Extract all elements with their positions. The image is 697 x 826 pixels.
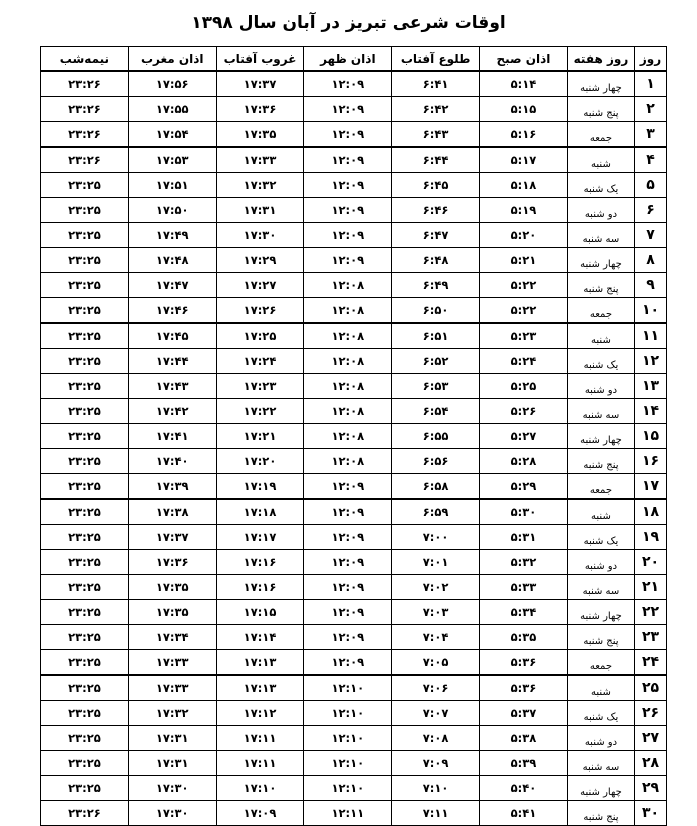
midnight-cell: ۲۳:۲۵ bbox=[41, 625, 129, 650]
day-cell: ۲۷ bbox=[635, 726, 667, 751]
fajr-cell: ۵:۳۶ bbox=[480, 675, 568, 701]
dhuhr-cell: ۱۲:۰۸ bbox=[304, 273, 392, 298]
midnight-cell: ۲۳:۲۵ bbox=[41, 323, 129, 349]
weekday-cell: دو شنبه bbox=[567, 198, 634, 223]
header-dhuhr: اذان ظهر bbox=[304, 47, 392, 72]
maghrib-cell: ۱۷:۵۶ bbox=[128, 71, 216, 97]
maghrib-cell: ۱۷:۴۴ bbox=[128, 349, 216, 374]
sunrise-cell: ۶:۵۳ bbox=[392, 374, 480, 399]
weekday-cell: چهار شنبه bbox=[567, 424, 634, 449]
table-row bbox=[41, 248, 667, 273]
weekday-cell: سه شنبه bbox=[567, 399, 634, 424]
sunset-cell: ۱۷:۲۲ bbox=[216, 399, 304, 424]
midnight-cell: ۲۳:۲۵ bbox=[41, 550, 129, 575]
midnight-cell: ۲۳:۲۵ bbox=[41, 474, 129, 500]
sunrise-cell: ۷:۰۲ bbox=[392, 575, 480, 600]
weekday-cell: جمعه bbox=[567, 298, 634, 324]
fajr-cell: ۵:۲۸ bbox=[480, 449, 568, 474]
weekday-cell: پنج شنبه bbox=[567, 97, 634, 122]
dhuhr-cell: ۱۲:۰۹ bbox=[304, 71, 392, 97]
table-row bbox=[41, 374, 667, 399]
maghrib-cell: ۱۷:۳۹ bbox=[128, 474, 216, 500]
midnight-cell: ۲۳:۲۶ bbox=[41, 801, 129, 826]
weekday-cell: پنج شنبه bbox=[567, 801, 634, 826]
table-row bbox=[41, 726, 667, 751]
fajr-cell: ۵:۳۹ bbox=[480, 751, 568, 776]
header-day: روز bbox=[635, 47, 667, 72]
dhuhr-cell: ۱۲:۰۸ bbox=[304, 323, 392, 349]
dhuhr-cell: ۱۲:۰۸ bbox=[304, 349, 392, 374]
midnight-cell: ۲۳:۲۶ bbox=[41, 71, 129, 97]
sunset-cell: ۱۷:۲۱ bbox=[216, 424, 304, 449]
table-row bbox=[41, 801, 667, 826]
midnight-cell: ۲۳:۲۵ bbox=[41, 600, 129, 625]
fajr-cell: ۵:۳۳ bbox=[480, 575, 568, 600]
dhuhr-cell: ۱۲:۰۸ bbox=[304, 449, 392, 474]
sunset-cell: ۱۷:۳۲ bbox=[216, 173, 304, 198]
day-cell: ۱۹ bbox=[635, 525, 667, 550]
table-row bbox=[41, 449, 667, 474]
table-row bbox=[41, 71, 667, 97]
fajr-cell: ۵:۳۸ bbox=[480, 726, 568, 751]
midnight-cell: ۲۳:۲۵ bbox=[41, 198, 129, 223]
table-body bbox=[41, 71, 667, 826]
maghrib-cell: ۱۷:۵۳ bbox=[128, 147, 216, 173]
maghrib-cell: ۱۷:۳۲ bbox=[128, 701, 216, 726]
sunrise-cell: ۶:۵۹ bbox=[392, 499, 480, 525]
sunrise-cell: ۶:۴۴ bbox=[392, 147, 480, 173]
sunrise-cell: ۶:۵۵ bbox=[392, 424, 480, 449]
sunrise-cell: ۷:۰۱ bbox=[392, 550, 480, 575]
day-cell: ۲۶ bbox=[635, 701, 667, 726]
weekday-cell: شنبه bbox=[567, 675, 634, 701]
sunset-cell: ۱۷:۳۵ bbox=[216, 122, 304, 148]
sunset-cell: ۱۷:۳۳ bbox=[216, 147, 304, 173]
table-row bbox=[41, 424, 667, 449]
table-row bbox=[41, 776, 667, 801]
day-cell: ۲۴ bbox=[635, 650, 667, 676]
maghrib-cell: ۱۷:۳۵ bbox=[128, 600, 216, 625]
dhuhr-cell: ۱۲:۰۹ bbox=[304, 97, 392, 122]
dhuhr-cell: ۱۲:۰۹ bbox=[304, 600, 392, 625]
weekday-cell: یک شنبه bbox=[567, 349, 634, 374]
weekday-cell: چهار شنبه bbox=[567, 776, 634, 801]
maghrib-cell: ۱۷:۳۱ bbox=[128, 726, 216, 751]
day-cell: ۲۰ bbox=[635, 550, 667, 575]
sunrise-cell: ۷:۱۰ bbox=[392, 776, 480, 801]
sunset-cell: ۱۷:۱۸ bbox=[216, 499, 304, 525]
day-cell: ۲۵ bbox=[635, 675, 667, 701]
maghrib-cell: ۱۷:۴۷ bbox=[128, 273, 216, 298]
fajr-cell: ۵:۲۵ bbox=[480, 374, 568, 399]
dhuhr-cell: ۱۲:۱۰ bbox=[304, 776, 392, 801]
midnight-cell: ۲۳:۲۵ bbox=[41, 751, 129, 776]
sunrise-cell: ۷:۱۱ bbox=[392, 801, 480, 826]
day-cell: ۱ bbox=[635, 71, 667, 97]
fajr-cell: ۵:۳۵ bbox=[480, 625, 568, 650]
sunset-cell: ۱۷:۱۶ bbox=[216, 575, 304, 600]
dhuhr-cell: ۱۲:۰۹ bbox=[304, 122, 392, 148]
table-row bbox=[41, 399, 667, 424]
sunrise-cell: ۶:۴۲ bbox=[392, 97, 480, 122]
fajr-cell: ۵:۴۱ bbox=[480, 801, 568, 826]
sunset-cell: ۱۷:۱۷ bbox=[216, 525, 304, 550]
sunset-cell: ۱۷:۱۰ bbox=[216, 776, 304, 801]
sunrise-cell: ۶:۴۱ bbox=[392, 71, 480, 97]
fajr-cell: ۵:۳۷ bbox=[480, 701, 568, 726]
midnight-cell: ۲۳:۲۵ bbox=[41, 223, 129, 248]
fajr-cell: ۵:۲۳ bbox=[480, 323, 568, 349]
day-cell: ۱۵ bbox=[635, 424, 667, 449]
weekday-cell: پنج شنبه bbox=[567, 625, 634, 650]
midnight-cell: ۲۳:۲۶ bbox=[41, 147, 129, 173]
weekday-cell: سه شنبه bbox=[567, 751, 634, 776]
dhuhr-cell: ۱۲:۰۹ bbox=[304, 248, 392, 273]
fajr-cell: ۵:۱۷ bbox=[480, 147, 568, 173]
weekday-cell: یک شنبه bbox=[567, 173, 634, 198]
midnight-cell: ۲۳:۲۵ bbox=[41, 399, 129, 424]
dhuhr-cell: ۱۲:۰۹ bbox=[304, 550, 392, 575]
maghrib-cell: ۱۷:۳۳ bbox=[128, 675, 216, 701]
sunset-cell: ۱۷:۳۱ bbox=[216, 198, 304, 223]
sunset-cell: ۱۷:۱۶ bbox=[216, 550, 304, 575]
sunset-cell: ۱۷:۱۴ bbox=[216, 625, 304, 650]
maghrib-cell: ۱۷:۵۱ bbox=[128, 173, 216, 198]
dhuhr-cell: ۱۲:۰۹ bbox=[304, 499, 392, 525]
midnight-cell: ۲۳:۲۵ bbox=[41, 424, 129, 449]
midnight-cell: ۲۳:۲۶ bbox=[41, 97, 129, 122]
weekday-cell: چهار شنبه bbox=[567, 248, 634, 273]
midnight-cell: ۲۳:۲۵ bbox=[41, 298, 129, 324]
midnight-cell: ۲۳:۲۵ bbox=[41, 726, 129, 751]
dhuhr-cell: ۱۲:۰۹ bbox=[304, 173, 392, 198]
midnight-cell: ۲۳:۲۵ bbox=[41, 525, 129, 550]
day-cell: ۲۸ bbox=[635, 751, 667, 776]
maghrib-cell: ۱۷:۴۵ bbox=[128, 323, 216, 349]
table-row bbox=[41, 273, 667, 298]
fajr-cell: ۵:۴۰ bbox=[480, 776, 568, 801]
fajr-cell: ۵:۲۲ bbox=[480, 298, 568, 324]
day-cell: ۸ bbox=[635, 248, 667, 273]
weekday-cell: جمعه bbox=[567, 122, 634, 148]
day-cell: ۱۸ bbox=[635, 499, 667, 525]
header-fajr: اذان صبح bbox=[480, 47, 568, 72]
midnight-cell: ۲۳:۲۵ bbox=[41, 650, 129, 676]
table-row bbox=[41, 499, 667, 525]
day-cell: ۷ bbox=[635, 223, 667, 248]
table-row bbox=[41, 650, 667, 676]
maghrib-cell: ۱۷:۳۶ bbox=[128, 550, 216, 575]
day-cell: ۹ bbox=[635, 273, 667, 298]
table-row bbox=[41, 675, 667, 701]
sunset-cell: ۱۷:۲۷ bbox=[216, 273, 304, 298]
dhuhr-cell: ۱۲:۱۰ bbox=[304, 675, 392, 701]
maghrib-cell: ۱۷:۵۵ bbox=[128, 97, 216, 122]
maghrib-cell: ۱۷:۳۸ bbox=[128, 499, 216, 525]
prayer-times-table bbox=[40, 46, 667, 826]
midnight-cell: ۲۳:۲۵ bbox=[41, 776, 129, 801]
day-cell: ۲۲ bbox=[635, 600, 667, 625]
table-row bbox=[41, 525, 667, 550]
fajr-cell: ۵:۲۹ bbox=[480, 474, 568, 500]
weekday-cell: جمعه bbox=[567, 650, 634, 676]
day-cell: ۱۲ bbox=[635, 349, 667, 374]
sunrise-cell: ۶:۴۶ bbox=[392, 198, 480, 223]
day-cell: ۳۰ bbox=[635, 801, 667, 826]
weekday-cell: شنبه bbox=[567, 499, 634, 525]
midnight-cell: ۲۳:۲۵ bbox=[41, 349, 129, 374]
day-cell: ۱۶ bbox=[635, 449, 667, 474]
table-row bbox=[41, 323, 667, 349]
dhuhr-cell: ۱۲:۰۸ bbox=[304, 298, 392, 324]
sunset-cell: ۱۷:۲۴ bbox=[216, 349, 304, 374]
maghrib-cell: ۱۷:۵۴ bbox=[128, 122, 216, 148]
sunrise-cell: ۶:۴۹ bbox=[392, 273, 480, 298]
sunrise-cell: ۶:۴۵ bbox=[392, 173, 480, 198]
sunrise-cell: ۷:۰۵ bbox=[392, 650, 480, 676]
fajr-cell: ۵:۱۴ bbox=[480, 71, 568, 97]
sunrise-cell: ۷:۰۴ bbox=[392, 625, 480, 650]
maghrib-cell: ۱۷:۴۹ bbox=[128, 223, 216, 248]
dhuhr-cell: ۱۲:۰۹ bbox=[304, 650, 392, 676]
maghrib-cell: ۱۷:۳۰ bbox=[128, 776, 216, 801]
day-cell: ۲۳ bbox=[635, 625, 667, 650]
table-row bbox=[41, 298, 667, 324]
dhuhr-cell: ۱۲:۰۸ bbox=[304, 374, 392, 399]
fajr-cell: ۵:۱۵ bbox=[480, 97, 568, 122]
sunset-cell: ۱۷:۳۶ bbox=[216, 97, 304, 122]
header-weekday: روز هفته bbox=[567, 47, 634, 72]
fajr-cell: ۵:۳۲ bbox=[480, 550, 568, 575]
day-cell: ۱۱ bbox=[635, 323, 667, 349]
maghrib-cell: ۱۷:۴۸ bbox=[128, 248, 216, 273]
sunrise-cell: ۷:۰۶ bbox=[392, 675, 480, 701]
midnight-cell: ۲۳:۲۵ bbox=[41, 499, 129, 525]
table-row bbox=[41, 147, 667, 173]
midnight-cell: ۲۳:۲۵ bbox=[41, 449, 129, 474]
midnight-cell: ۲۳:۲۵ bbox=[41, 173, 129, 198]
weekday-cell: یک شنبه bbox=[567, 701, 634, 726]
sunset-cell: ۱۷:۲۰ bbox=[216, 449, 304, 474]
sunset-cell: ۱۷:۲۶ bbox=[216, 298, 304, 324]
sunset-cell: ۱۷:۱۵ bbox=[216, 600, 304, 625]
sunrise-cell: ۶:۴۷ bbox=[392, 223, 480, 248]
dhuhr-cell: ۱۲:۰۹ bbox=[304, 198, 392, 223]
midnight-cell: ۲۳:۲۵ bbox=[41, 675, 129, 701]
fajr-cell: ۵:۳۴ bbox=[480, 600, 568, 625]
sunset-cell: ۱۷:۱۲ bbox=[216, 701, 304, 726]
sunset-cell: ۱۷:۲۹ bbox=[216, 248, 304, 273]
day-cell: ۲۱ bbox=[635, 575, 667, 600]
day-cell: ۱۰ bbox=[635, 298, 667, 324]
header-row bbox=[41, 47, 667, 72]
fajr-cell: ۵:۳۱ bbox=[480, 525, 568, 550]
sunset-cell: ۱۷:۱۳ bbox=[216, 650, 304, 676]
weekday-cell: یک شنبه bbox=[567, 525, 634, 550]
sunrise-cell: ۷:۰۹ bbox=[392, 751, 480, 776]
table-row bbox=[41, 173, 667, 198]
sunrise-cell: ۷:۰۳ bbox=[392, 600, 480, 625]
weekday-cell: چهار شنبه bbox=[567, 71, 634, 97]
table-row bbox=[41, 198, 667, 223]
fajr-cell: ۵:۲۱ bbox=[480, 248, 568, 273]
maghrib-cell: ۱۷:۴۶ bbox=[128, 298, 216, 324]
maghrib-cell: ۱۷:۳۴ bbox=[128, 625, 216, 650]
maghrib-cell: ۱۷:۳۱ bbox=[128, 751, 216, 776]
midnight-cell: ۲۳:۲۵ bbox=[41, 273, 129, 298]
page-title: اوقات شرعی تبریز در آبان سال ۱۳۹۸ bbox=[191, 13, 506, 33]
day-cell: ۱۷ bbox=[635, 474, 667, 500]
weekday-cell: سه شنبه bbox=[567, 223, 634, 248]
table-row bbox=[41, 600, 667, 625]
sunset-cell: ۱۷:۳۷ bbox=[216, 71, 304, 97]
weekday-cell: پنج شنبه bbox=[567, 273, 634, 298]
table-row bbox=[41, 701, 667, 726]
maghrib-cell: ۱۷:۳۰ bbox=[128, 801, 216, 826]
weekday-cell: شنبه bbox=[567, 323, 634, 349]
dhuhr-cell: ۱۲:۰۹ bbox=[304, 575, 392, 600]
maghrib-cell: ۱۷:۳۵ bbox=[128, 575, 216, 600]
table-row bbox=[41, 550, 667, 575]
midnight-cell: ۲۳:۲۵ bbox=[41, 374, 129, 399]
sunset-cell: ۱۷:۱۹ bbox=[216, 474, 304, 500]
sunrise-cell: ۷:۰۸ bbox=[392, 726, 480, 751]
dhuhr-cell: ۱۲:۰۸ bbox=[304, 424, 392, 449]
table-row bbox=[41, 575, 667, 600]
midnight-cell: ۲۳:۲۵ bbox=[41, 575, 129, 600]
sunset-cell: ۱۷:۱۳ bbox=[216, 675, 304, 701]
weekday-cell: پنج شنبه bbox=[567, 449, 634, 474]
table-row bbox=[41, 223, 667, 248]
fajr-cell: ۵:۱۸ bbox=[480, 173, 568, 198]
sunset-cell: ۱۷:۲۳ bbox=[216, 374, 304, 399]
fajr-cell: ۵:۲۲ bbox=[480, 273, 568, 298]
dhuhr-cell: ۱۲:۰۹ bbox=[304, 625, 392, 650]
sunrise-cell: ۶:۵۲ bbox=[392, 349, 480, 374]
day-cell: ۳ bbox=[635, 122, 667, 148]
dhuhr-cell: ۱۲:۰۹ bbox=[304, 147, 392, 173]
dhuhr-cell: ۱۲:۰۸ bbox=[304, 399, 392, 424]
sunrise-cell: ۶:۵۰ bbox=[392, 298, 480, 324]
dhuhr-cell: ۱۲:۱۰ bbox=[304, 751, 392, 776]
table-header bbox=[41, 47, 667, 72]
fajr-cell: ۵:۳۰ bbox=[480, 499, 568, 525]
sunrise-cell: ۷:۰۰ bbox=[392, 525, 480, 550]
sunrise-cell: ۶:۵۸ bbox=[392, 474, 480, 500]
weekday-cell: شنبه bbox=[567, 147, 634, 173]
sunset-cell: ۱۷:۲۵ bbox=[216, 323, 304, 349]
sunrise-cell: ۶:۵۴ bbox=[392, 399, 480, 424]
sunset-cell: ۱۷:۰۹ bbox=[216, 801, 304, 826]
midnight-cell: ۲۳:۲۵ bbox=[41, 701, 129, 726]
fajr-cell: ۵:۲۰ bbox=[480, 223, 568, 248]
maghrib-cell: ۱۷:۳۳ bbox=[128, 650, 216, 676]
table-row bbox=[41, 474, 667, 500]
fajr-cell: ۵:۱۶ bbox=[480, 122, 568, 148]
weekday-cell: چهار شنبه bbox=[567, 600, 634, 625]
header-midnight: نیمه‌شب bbox=[41, 47, 129, 72]
midnight-cell: ۲۳:۲۵ bbox=[41, 248, 129, 273]
weekday-cell: دو شنبه bbox=[567, 374, 634, 399]
day-cell: ۱۴ bbox=[635, 399, 667, 424]
header-sunrise: طلوع آفتاب bbox=[392, 47, 480, 72]
weekday-cell: جمعه bbox=[567, 474, 634, 500]
sunrise-cell: ۶:۵۶ bbox=[392, 449, 480, 474]
fajr-cell: ۵:۳۶ bbox=[480, 650, 568, 676]
fajr-cell: ۵:۲۶ bbox=[480, 399, 568, 424]
dhuhr-cell: ۱۲:۰۹ bbox=[304, 474, 392, 500]
fajr-cell: ۵:۲۴ bbox=[480, 349, 568, 374]
sunrise-cell: ۶:۴۸ bbox=[392, 248, 480, 273]
day-cell: ۱۳ bbox=[635, 374, 667, 399]
weekday-cell: سه شنبه bbox=[567, 575, 634, 600]
day-cell: ۶ bbox=[635, 198, 667, 223]
weekday-cell: دو شنبه bbox=[567, 550, 634, 575]
fajr-cell: ۵:۲۷ bbox=[480, 424, 568, 449]
sunrise-cell: ۶:۴۳ bbox=[392, 122, 480, 148]
maghrib-cell: ۱۷:۳۷ bbox=[128, 525, 216, 550]
sunset-cell: ۱۷:۱۱ bbox=[216, 726, 304, 751]
day-cell: ۴ bbox=[635, 147, 667, 173]
sunrise-cell: ۶:۵۱ bbox=[392, 323, 480, 349]
table-row bbox=[41, 349, 667, 374]
dhuhr-cell: ۱۲:۱۰ bbox=[304, 701, 392, 726]
table-row bbox=[41, 122, 667, 148]
fajr-cell: ۵:۱۹ bbox=[480, 198, 568, 223]
dhuhr-cell: ۱۲:۰۹ bbox=[304, 223, 392, 248]
midnight-cell: ۲۳:۲۶ bbox=[41, 122, 129, 148]
sunset-cell: ۱۷:۳۰ bbox=[216, 223, 304, 248]
header-sunset: غروب آفتاب bbox=[216, 47, 304, 72]
maghrib-cell: ۱۷:۵۰ bbox=[128, 198, 216, 223]
day-cell: ۵ bbox=[635, 173, 667, 198]
maghrib-cell: ۱۷:۴۳ bbox=[128, 374, 216, 399]
maghrib-cell: ۱۷:۴۲ bbox=[128, 399, 216, 424]
dhuhr-cell: ۱۲:۱۰ bbox=[304, 726, 392, 751]
sunset-cell: ۱۷:۱۱ bbox=[216, 751, 304, 776]
maghrib-cell: ۱۷:۴۰ bbox=[128, 449, 216, 474]
sunrise-cell: ۷:۰۷ bbox=[392, 701, 480, 726]
maghrib-cell: ۱۷:۴۱ bbox=[128, 424, 216, 449]
table-row bbox=[41, 97, 667, 122]
weekday-cell: دو شنبه bbox=[567, 726, 634, 751]
day-cell: ۲۹ bbox=[635, 776, 667, 801]
table-row bbox=[41, 625, 667, 650]
day-cell: ۲ bbox=[635, 97, 667, 122]
header-maghrib: اذان مغرب bbox=[128, 47, 216, 72]
table-row bbox=[41, 751, 667, 776]
dhuhr-cell: ۱۲:۱۱ bbox=[304, 801, 392, 826]
dhuhr-cell: ۱۲:۰۹ bbox=[304, 525, 392, 550]
